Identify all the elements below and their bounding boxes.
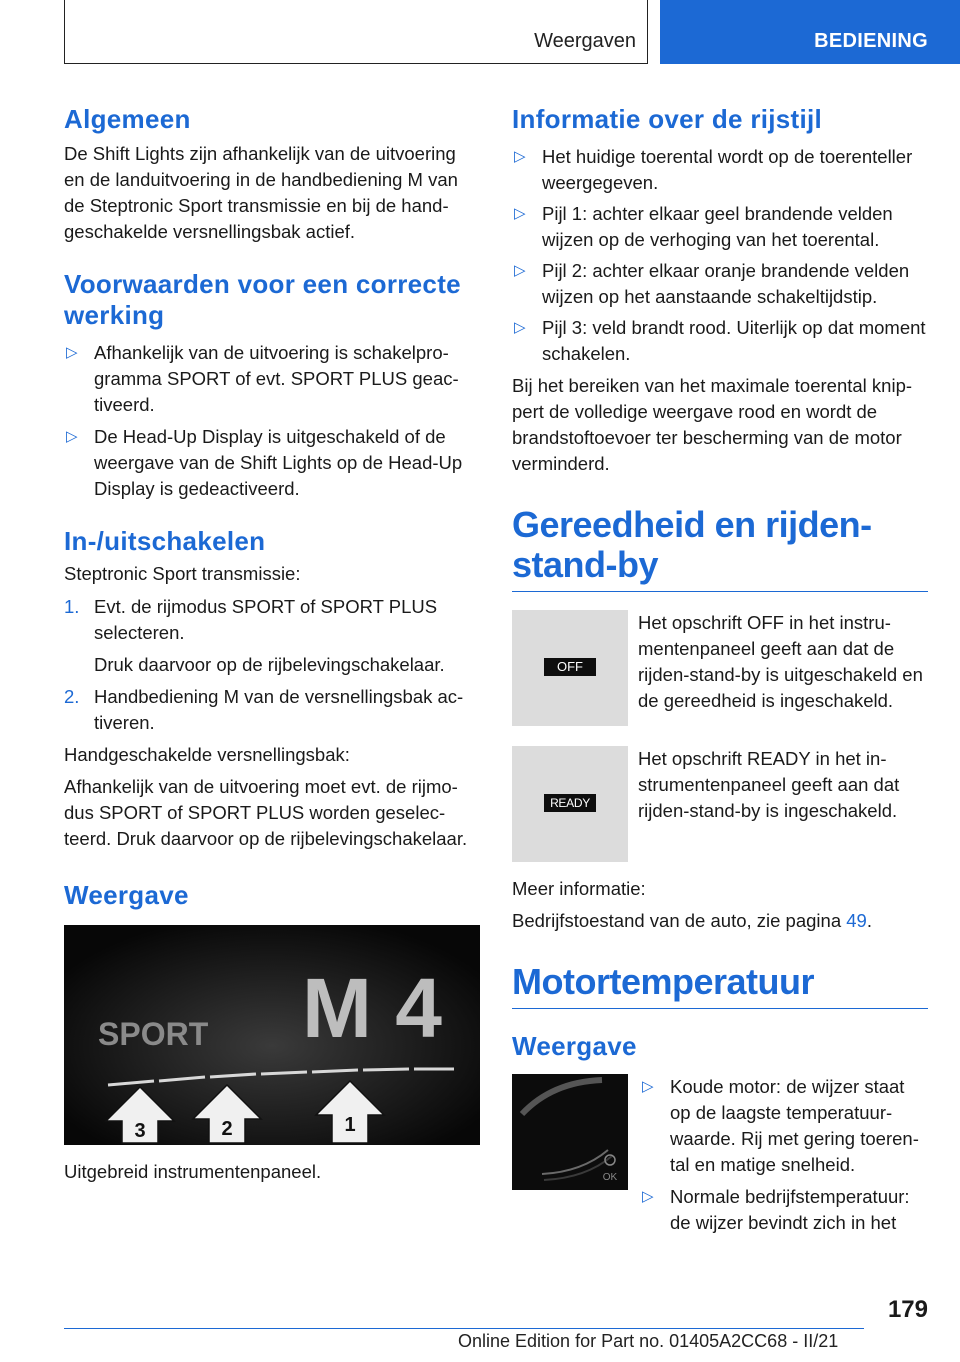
gauge-ok-label: OK [602, 1172, 618, 1183]
heading-motortemperatuur: Motortemperatuur [512, 961, 815, 1002]
heading-algemeen: Algemeen [64, 104, 191, 134]
triangle-bullet-icon: ▷ [66, 428, 78, 445]
list-item-note: Druk daarvoor op de rijbelevingschakelaar. [94, 654, 445, 675]
list-item: ▷ Het huidige toerental wordt op de toerenteller weergegeven. [514, 146, 913, 193]
para-algemeen: De Shift Lights zijn afhankelijk van de uitvoering en de landuitvoering in de handbediening M van de Steptronic Sport transmissie en bij de handgeschakelde versnellingsbak actief. [64, 143, 458, 242]
instrument-cluster-illustration [64, 925, 480, 1145]
triangle-bullet-icon: ▷ [642, 1078, 654, 1095]
temperature-block [512, 1074, 928, 1236]
arrow-label: 3 [134, 1120, 146, 1142]
arrow-label: 2 [221, 1118, 233, 1140]
right-column [512, 104, 928, 1236]
footer-divider [64, 1328, 864, 1329]
heading-motortemperatuur-wrap [512, 962, 928, 1009]
bullet-list-voorwaarden [64, 340, 478, 502]
temperature-gauge-icon [512, 1074, 628, 1190]
para-steptronic: Steptronic Sport transmissie: [64, 563, 301, 584]
list-item: ▷ De Head-Up Display is uitgeschakeld of de weergave van de Shift Lights op de Head-Up Display is gedeactiveerd. [66, 426, 463, 499]
off-indicator-block [512, 610, 928, 726]
off-label: OFF [544, 658, 596, 676]
temperature-gauge-image [512, 1074, 628, 1190]
ready-indicator-block [512, 746, 928, 862]
list-item: ▷ Pijl 2: achter elkaar oranje brandende velden wijzen op het aanstaande schakeltijdstip. [514, 260, 910, 307]
para-meer-informatie: Meer informatie: [512, 878, 646, 899]
list-item: ▷ Afhankelijk van de uitvoering is schakelprogramma SPORT of evt. SPORT PLUS geactiveerd. [66, 342, 459, 415]
figure-caption: Uitgebreid instrumentenpaneel. [64, 1161, 322, 1182]
heading-gereedheid-wrap [512, 505, 928, 592]
heading-informatie-rijstijl: Informatie over de rijstijl [512, 104, 823, 134]
bullet-list-motor [640, 1074, 928, 1236]
triangle-bullet-icon: ▷ [514, 148, 526, 165]
footer-edition: Online Edition for Part no. 01405A2CC68 - II/21 [458, 1331, 839, 1351]
bullet-list-info [512, 144, 928, 367]
shift-lights-image [64, 925, 480, 1145]
list-item: 2. Handbediening M van de versnellingsbak activeren. [64, 686, 464, 733]
page-link[interactable]: 49 [846, 910, 867, 931]
para-max-toerental: Bij het bereiken van het maximale toerental knippert de volledige weergave rood en wordt de brandstoftoevoer ter bescherming van de motor verminderd. [512, 375, 913, 474]
para-handgeschakeld-detail: Afhankelijk van de uitvoering moet evt. de rijmodus SPORT of SPORT PLUS worden geselecteerd. Druk daarvoor op de rijbelevingschakelaar. [64, 776, 468, 849]
list-item: ▷ Koude motor: de wijzer staat op de laagste temperatuurwaarde. Rij met gering toerental en matige snelheid. [642, 1076, 919, 1175]
triangle-bullet-icon: ▷ [642, 1188, 654, 1205]
list-item: 1. Evt. de rijmodus SPORT of SPORT PLUS selecteren. [64, 596, 438, 643]
ready-label: READY [544, 794, 596, 812]
numbered-list [64, 594, 478, 736]
heading-voorwaarden: Voorwaarden voor een correcte werking [64, 269, 461, 330]
ready-indicator-image [512, 746, 628, 862]
list-item: ▷ Pijl 3: veld brandt rood. Uiterlijk op dat moment schakelen. [514, 317, 926, 364]
left-column [64, 104, 478, 1185]
ready-description: Het opschrift READY in het instrumentenpaneel geeft aan dat rijden-stand-by is ingeschakeld. [638, 748, 900, 821]
list-item: ▷ Normale bedrijfstemperatuur: de wijzer bevindt zich in het [642, 1186, 910, 1233]
triangle-bullet-icon: ▷ [514, 262, 526, 279]
triangle-bullet-icon: ▷ [514, 319, 526, 336]
gear-indicator: M4 [302, 961, 442, 1055]
list-item: ▷ Pijl 1: achter elkaar geel brandende velden wijzen op de verhoging van het toerental. [514, 203, 893, 250]
triangle-bullet-icon: ▷ [514, 205, 526, 222]
heading-weergave: Weergave [64, 880, 189, 910]
arrow-label: 1 [344, 1114, 356, 1136]
chapter-tab[interactable]: BEDIENING [660, 0, 960, 64]
off-indicator-image [512, 610, 628, 726]
para-bedrijfstoestand: Bedrijfstoestand van de auto, zie pagina 49. [512, 910, 872, 931]
heading-weergave-motor: Weergave [512, 1031, 637, 1061]
heading-gereedheid: Gereedheid en rijdenstand-by [512, 504, 873, 585]
section-title: Weergaven [534, 30, 636, 52]
triangle-bullet-icon: ▷ [66, 344, 78, 361]
heading-in-uitschakelen: In-/uitschakelen [64, 526, 266, 556]
para-handgeschakeld: Handgeschakelde versnellingsbak: [64, 744, 350, 765]
page-number: 179 [887, 1296, 928, 1323]
off-description: Het opschrift OFF in het instrumentenpaneel geeft aan dat de rijden-stand-by is uitgeschakeld en de gereedheid is ingeschakeld. [638, 612, 923, 711]
sport-mode-label: SPORT [98, 1016, 209, 1052]
